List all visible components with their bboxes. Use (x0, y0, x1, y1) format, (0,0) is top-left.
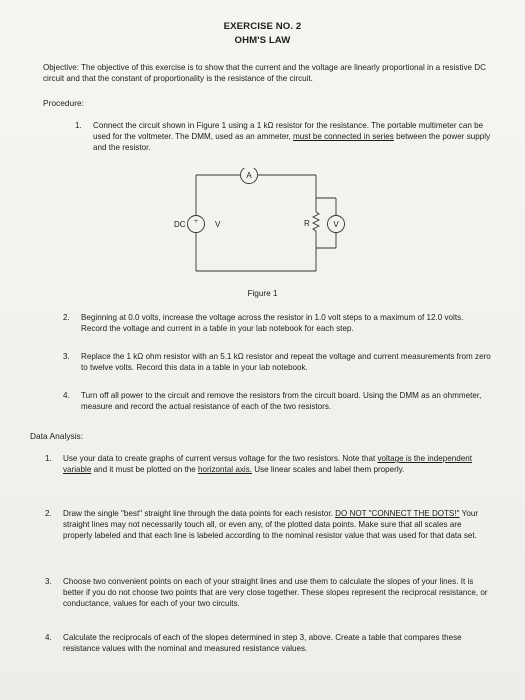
step-number: 1. (45, 454, 52, 463)
step-text: Turn off all power to the circuit and remove the resistors from the circuit board. Using the DMM as an ohmmeter, measure and record the actual resistance of each of the two resistors. (81, 391, 482, 411)
resistor-symbol (313, 212, 319, 231)
step-text-underlined: DO NOT "CONNECT THE DOTS!" (335, 509, 460, 518)
procedure-step-3 (63, 351, 491, 373)
step-text: between the power supply and the resistor. (93, 132, 491, 152)
source-v-label: V (215, 220, 221, 229)
figure-caption: Figure 1 (247, 289, 278, 298)
exercise-subtitle: OHM'S LAW (234, 35, 291, 46)
procedure-step-4 (63, 390, 491, 412)
step-text-underlined: must be connected in series (293, 132, 394, 141)
step-number: 3. (63, 352, 70, 361)
resistor-label: R (304, 219, 310, 228)
step-number: 4. (63, 391, 70, 400)
step-number: 4. (45, 633, 52, 642)
analysis-step-4 (45, 632, 483, 654)
step-text: Calculate the reciprocals of each of the slopes determined in step 3, above. Create a table that compares these resistance values with the nominal and measured resistance values. (63, 633, 462, 653)
dc-label: DC (174, 220, 186, 229)
ammeter-label: A (246, 171, 252, 180)
step-text: Beginning at 0.0 volts, increase the voltage across the resistor in 1.0 volt steps to a maximum of 12.0 volts. Record the voltage and current in a table in your lab notebook for each step. (81, 313, 464, 333)
voltmeter-label: V (333, 220, 339, 229)
plus-sign: + (194, 218, 198, 225)
step-text: and it must be plotted on the (91, 465, 198, 474)
step-text: Your straight lines may not necessarily touch all, or even any, of the plotted data points. Make sure that all scales are properly labeled and that each line is labeled according to the nominal resistor value that was used for that data set. (63, 509, 479, 540)
step-text: Choose two convenient points on each of your straight lines and use them to calculate the slopes of your lines. It is better if you do not choose two points that are very close together. These slopes represent the reciprocal resistance, or conductance, values for each of your two circuits. (63, 577, 488, 608)
exercise-title: EXERCISE NO. 2 (223, 21, 302, 32)
analysis-step-1 (45, 453, 488, 475)
circuit-diagram (170, 168, 370, 280)
procedure-step-2 (63, 312, 491, 334)
step-text: Use your data to create graphs of current versus voltage for the two resistors. Note that (63, 454, 378, 463)
procedure-step-1 (75, 120, 493, 153)
step-number: 3. (45, 577, 52, 586)
step-number: 2. (63, 313, 70, 322)
analysis-step-3 (45, 576, 495, 609)
procedure-label: Procedure: (43, 98, 84, 108)
step-number: 1. (75, 121, 82, 130)
step-text: Draw the single "best" straight line through the data points for each resistor. (63, 509, 336, 518)
step-number: 2. (45, 509, 52, 518)
analysis-step-2 (45, 508, 488, 541)
step-text-underlined: horizontal axis. (198, 465, 252, 474)
data-analysis-label: Data Analysis: (30, 431, 84, 441)
step-text: Replace the 1 kΩ ohm resistor with an 5.1 kΩ resistor and repeat the voltage and current measurements from zero to twelve volts. Record this data in a table in your lab notebook. (81, 352, 491, 372)
step-text: Use linear scales and label them properly. (252, 465, 405, 474)
step-text: Connect the circuit shown in Figure 1 using a 1 kΩ resistor for the resistance. The portable multimeter can be used for the voltmeter. The DMM, used as an ammeter, (93, 121, 484, 141)
step-text-underlined: voltage is the independent variable (63, 454, 472, 474)
objective-paragraph: Objective: The objective of this exercise is to show that the current and the voltage are linearly proportional in a resistive DC circuit and that the constant of proportionality is the resistance of the circuit. (43, 63, 486, 83)
